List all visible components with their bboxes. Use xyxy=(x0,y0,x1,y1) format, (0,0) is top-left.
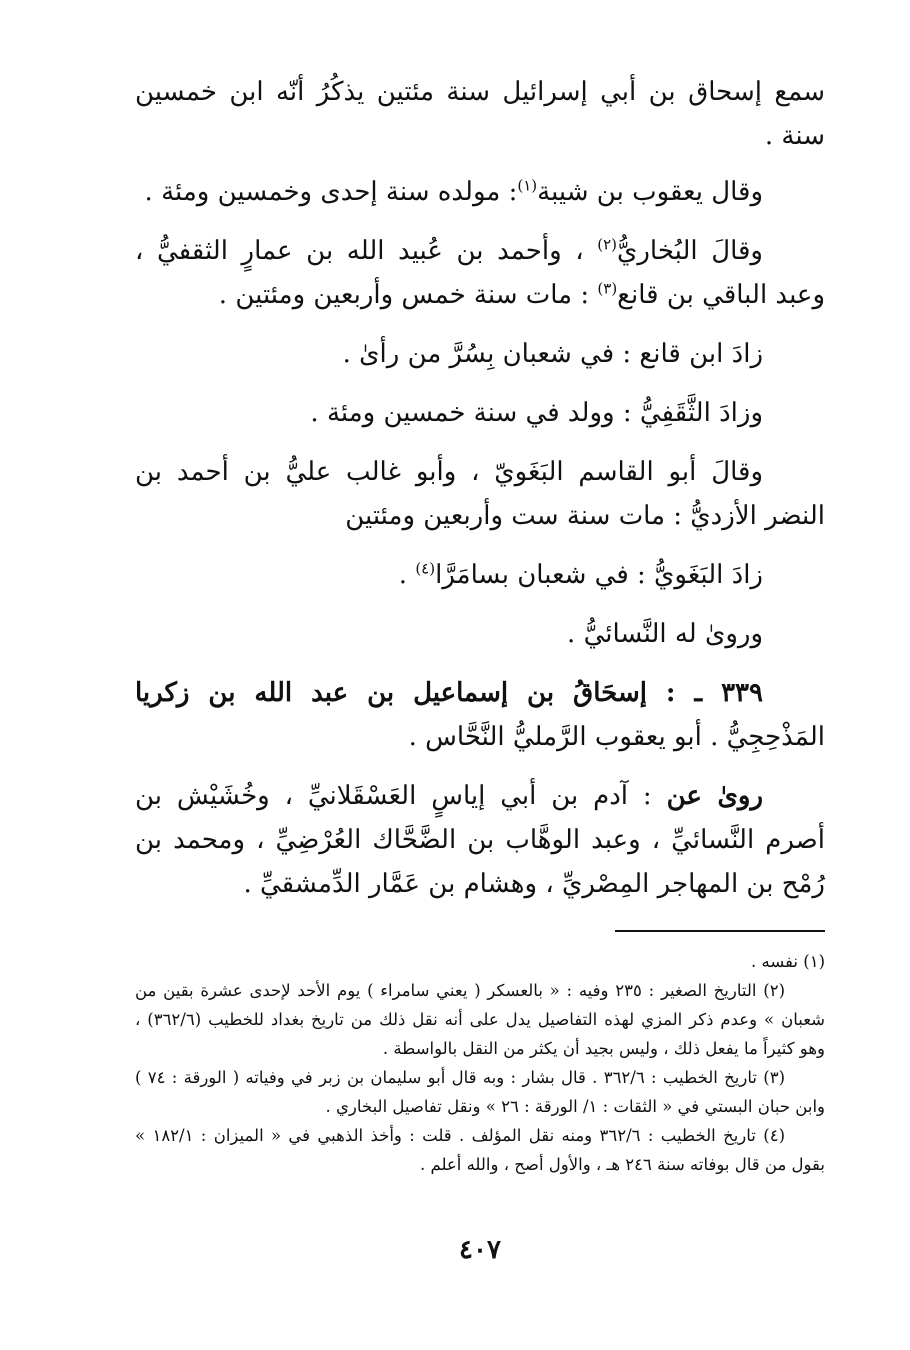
footnote-divider xyxy=(615,930,825,932)
footnote-ref-3: (٣) xyxy=(597,279,618,298)
footnote-ref-1: (١) xyxy=(517,176,538,195)
entry-number: ٣٣٩ xyxy=(721,678,763,708)
paragraph-2 xyxy=(135,170,825,214)
text-segment: وقالَ البُخاريُّ xyxy=(617,236,763,266)
paragraph-5: وزادَ الثَّقَفِيُّ : وولد في سنة خمسين ومئة . xyxy=(310,398,763,428)
paragraph-4: زادَ ابن قانع : في شعبان بِسُرَّ من رأىٰ . xyxy=(342,339,763,369)
footnotes xyxy=(135,947,825,1179)
footnote-3: (٣) تاريخ الخطيب : ٣٦٢/٦ . قال بشار : وبه قال أبو سليمان بن زبر في وفياته ( الورقة : ٧٤ ) وابن حبان البستي في « الثقات : ١/ الورقة : ٢٦ » ونقل تفاصيل البخاري . xyxy=(135,1068,825,1116)
footnote-ref-4: (٤) xyxy=(415,559,436,578)
entry-name: إسحَاقُ بن إسماعيل بن عبد الله بن زكريا xyxy=(135,678,647,708)
footnote-ref-2: (٢) xyxy=(597,235,617,254)
paragraph-6: وقالَ أبو القاسم البَغَويّ ، وأبو غالب عليُّ بن أحمد بن النضر الأزديُّ : مات سنة ست وأربعين ومئتين xyxy=(135,457,825,531)
text-segment: ، وأحمد بن عُبيد الله بن عمارٍ الثقفيُّ ، وعبد الباقي بن قانع xyxy=(135,236,825,310)
text-segment: : مات سنة خمس وأربعين ومئتين . xyxy=(218,280,598,310)
page-number: ٤٠٧ xyxy=(459,1235,501,1265)
page xyxy=(135,70,825,1290)
paragraph-8: ورویٰ له النَّسائيُّ . xyxy=(567,619,763,649)
paragraph-3 xyxy=(135,229,825,317)
text-segment: : مولده سنة إحدى وخمسين ومئة . xyxy=(144,177,518,207)
paragraph-1: سمع إسحاق بن أبي إسرائيل سنة مئتين يذكُرُ أنّه ابن خمسين سنة . xyxy=(135,77,825,151)
footnote-4: (٤) تاريخ الخطيب : ٣٦٢/٦ ومنه نقل المؤلف . قلت : وأخذ الذهبي في « الميزان : ١٨٢/١ » بقول من قال بوفاته سنة ٢٤٦ هـ ، والأول أصح ، والله أعلم . xyxy=(135,1126,825,1174)
entry-separator: ـ : xyxy=(646,678,722,708)
text-segment: . xyxy=(398,560,416,590)
main-text xyxy=(135,70,825,906)
entry-heading xyxy=(135,671,825,759)
footnote-2: (٢) التاريخ الصغير : ٢٣٥ وفيه : « بالعسكر ( يعني سامراء ) يوم الأحد لإحدى عشرة بقين من شعبان » وعدم ذكر المزي لهذه التفاصيل يدل على أنه نقل ذلك من تاريخ بغداد للخطيب (٣٦٢/٦) ، وهو كثيراً ما يفعل ذلك ، وليس بجيد أن يكثر من النقل بالواسطة . xyxy=(135,981,825,1058)
narrators-list: : آدم بن أبي إياسٍ العَسْقَلانيِّ ، وخُشَيْش بن أصرم النَّسائيِّ ، وعبد الوهَّاب بن الضَّحَّاك العُرْضِيِّ ، ومحمد بن رُمْح بن المهاجر المِصْريِّ ، وهشام بن عَمَّار الدِّمشقيِّ . xyxy=(135,781,825,899)
paragraph-7 xyxy=(135,553,825,597)
narrated-from-label: رویٰ عن xyxy=(666,781,763,811)
paragraph-9 xyxy=(135,774,825,906)
entry-rest: المَذْحِجِيُّ . أبو يعقوب الرَّمليُّ النَّحَّاس . xyxy=(408,722,825,752)
text-segment: وقال يعقوب بن شيبة xyxy=(537,177,763,207)
footnote-1: (١) نفسه . xyxy=(751,952,825,971)
text-segment: زادَ البَغَويُّ : في شعبان بسامَرَّا xyxy=(435,560,763,590)
